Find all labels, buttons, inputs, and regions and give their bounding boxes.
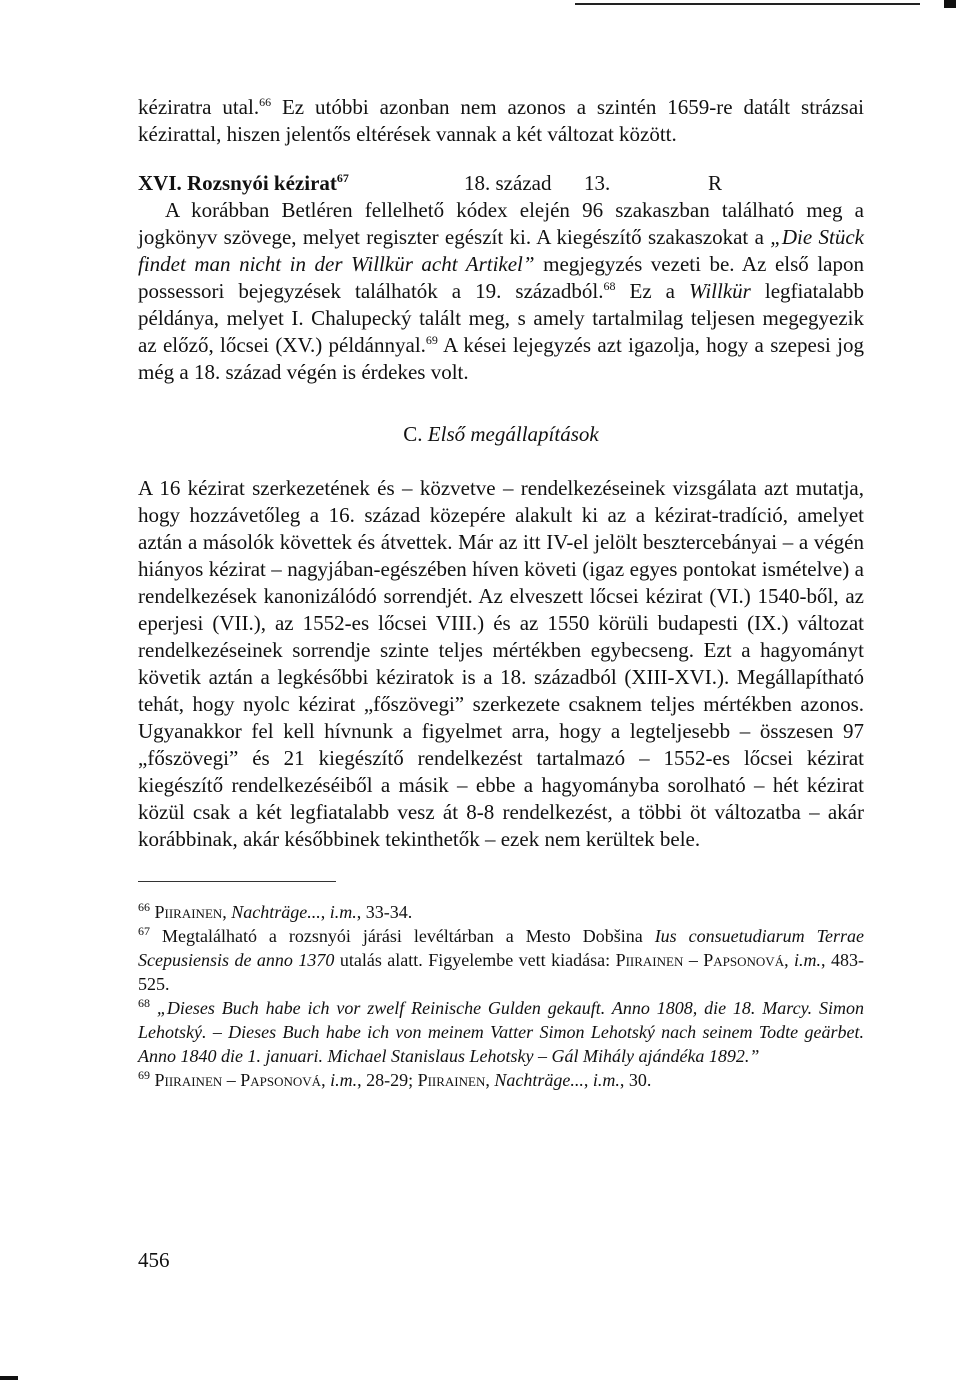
- footnotes: [138, 900, 864, 1092]
- paragraph-rozsnyo: A korábban Betléren fellelhető kódex elején 96 szakaszban található meg a jogkönyv szövege, melyet regiszter egészít ki. A kiegészítő szakaszokat a „Die Stück findet man nicht in der Willkür acht Artikel” megjegyzés vezeti be. Az első lapon possessori bejegyzések találhatók a 19. századból.$^{68}$ Ez a Willkür legfiatalabb példánya, melyet I. Chalupecký talált meg, s amely tartalmilag teljesen megegyezik az előző, lőcsei (XV.) példánnyal.$^{69}$ A kései lejegyzés azt igazolja, hogy a szepesi jog még a 18. század végén is érdekes volt.: [138, 198, 864, 384]
- footnote-ref-67[interactable]: 67: [336, 171, 349, 185]
- footnote-divider: [138, 881, 336, 882]
- footnote-69: $^{69}$ Piirainen – Papsonová, i.m., 28-29; Piirainen, Nachträge..., i.m., 30.: [138, 1068, 652, 1090]
- page-number: 456: [138, 1248, 170, 1272]
- footnote-68: $^{68}$ „Dieses Buch habe ich vor zwelf Reinische Gulden gekauft. Anno 1808, die 18. Marcy. Simon Lehotský. – Dieses Buch habe ich von meinem Vatter Simon Lehotský nach seinem Todte geärbet. Anno 1840 die 1. januari. Michael Stanislaus Lehotsky – Gál Mihály ajándéka 1892.”: [138, 996, 864, 1066]
- manuscript-heading-xvi: [138, 170, 864, 197]
- section-heading: C. Első megállapítások: [403, 422, 599, 446]
- bottom-scan-mark: [0, 1376, 18, 1380]
- footnote-66: $^{66}$ Piirainen, Nachträge..., i.m., 33-34.: [138, 900, 413, 922]
- manuscript-count: 13.: [584, 171, 611, 195]
- top-scan-rule: [575, 3, 920, 5]
- paragraph-continuation: kéziratra utal.$^{66}$ Ez utóbbi azonban nem azonos a szintén 1659-re datált strázsai kézirattal, hiszen jelentős eltérések vannak a két változat között.: [138, 95, 864, 146]
- footnote-67: $^{67}$ Megtalálható a rozsnyói járási levéltárban a Mesto Dobšina Ius consuetudiarum Terrae Scepusiensis de anno 1370 utalás alatt. Figyelembe vett kiadása: Piirainen – Papsonová, i.m., 483-525.: [138, 924, 865, 994]
- footnote-ref-68[interactable]: 68: [603, 279, 616, 293]
- manuscript-mark: R: [708, 171, 723, 195]
- quote-die-stuck: „Die Stück findet man nicht in der Willkür acht Artikel”: [138, 225, 864, 276]
- footnote-ref-66[interactable]: 66: [259, 95, 272, 109]
- page-body: [138, 94, 864, 1092]
- top-scan-mark: [944, 0, 956, 8]
- manuscript-title: XVI. Rozsnyói kézirat$^{67}$: [138, 171, 349, 195]
- manuscript-century: 18. század: [464, 171, 552, 195]
- paragraph-findings: A 16 kézirat szerkezetének és – közvetve – rendelkezéseinek vizsgálata azt mutatja, hogy hozzávetőleg a 16. század közepére alakult ki az a kézirat-tradíció, amelyet aztán a másolók követtek és átvettek. Már az itt IV-el jelölt besztercebányai – a végén hiányos kézirat – nagyjában-egészében híven követi (igaz egyes pontokat ismételve) a rendelkezések kanonizálódó sorrendjét. Az elveszett lőcsei kézirat (VI.) 1540-ből, az eperjesi (VII.), az 1552-es lőcsei VIII.) és az 1550 körüli budapesti (IX.) változat rendelkezéseinek sorrendje szinte teljes mértékben egybecseng. Ezt a hagyományt követik aztán a legkésőbbi kéziratok is a 18. századból (XIII-XVI.). Megállapítható tehát, hogy nyolc kézirat „főszövegi” szerkezete csaknem teljes mértékben azonos. Ugyanakkor fel kell hívnunk a figyelmet arra, hogy a legteljesebb – összesen 97 „főszövegi” és 21 kiegészítő rendelkezést tartalmazó – 1552-es lőcsei kézirat kiegészítő rendelkezéséiből a másik – ebbe a hagyományba sorolható – hét kézirat közül csak a két legfiatalabb vesz át 8-8 rendelkezést, a többi öt változatba – akár korábbinak, akár későbbinek tekinthetők – ezek nem kerültek bele.: [138, 476, 864, 851]
- footnote-ref-69[interactable]: 69: [425, 333, 438, 347]
